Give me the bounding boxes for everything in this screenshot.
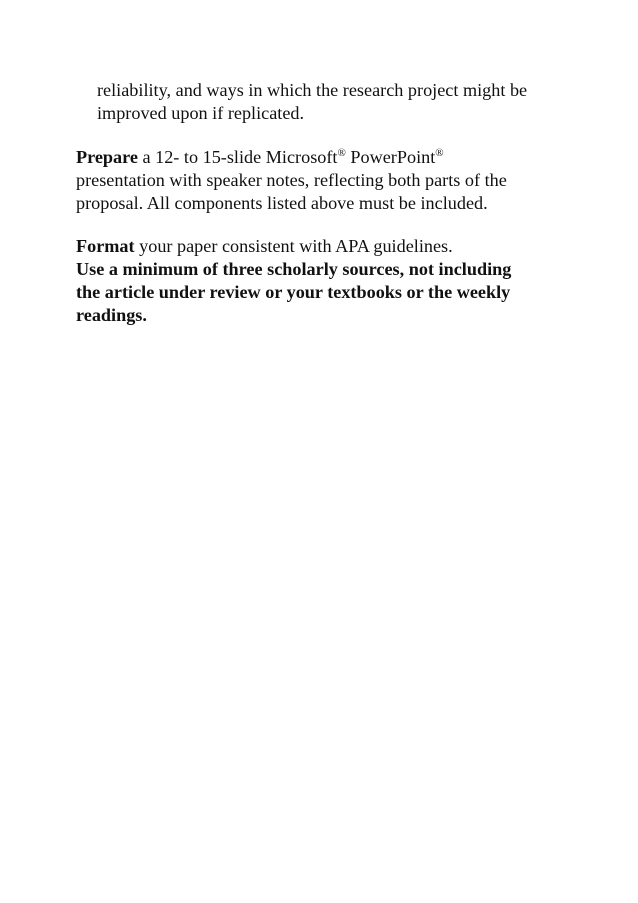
- sources-text: Use a minimum of three scholarly sources, not including: [76, 259, 512, 279]
- prepare-paragraph-line-3: proposal. All components listed above must be included.: [76, 193, 488, 213]
- sources-text: the article under review or your textbooks or the weekly: [76, 282, 511, 302]
- list-continuation-line-2: improved upon if replicated.: [97, 103, 305, 123]
- prepare-text-b: PowerPoint: [345, 147, 436, 167]
- format-paragraph: [76, 235, 453, 258]
- sources-paragraph-line-3: [76, 304, 147, 327]
- sources-paragraph-line-1: [76, 258, 511, 281]
- registered-mark: ®: [337, 147, 346, 159]
- prepare-keyword: Prepare: [76, 147, 138, 167]
- prepare-paragraph-line-2: presentation with speaker notes, reflecting both parts of the: [76, 170, 507, 190]
- list-continuation-line-1: reliability, and ways in which the research project might be: [97, 80, 528, 100]
- format-text: your paper consistent with APA guidelines.: [134, 236, 453, 256]
- sources-paragraph-line-2: [76, 281, 510, 304]
- format-keyword: Format: [76, 236, 135, 256]
- prepare-paragraph-line-1: [76, 146, 444, 169]
- sources-text: readings.: [76, 305, 147, 325]
- registered-mark: ®: [435, 147, 444, 159]
- prepare-text-a: a 12- to 15-slide Microsoft: [137, 147, 338, 167]
